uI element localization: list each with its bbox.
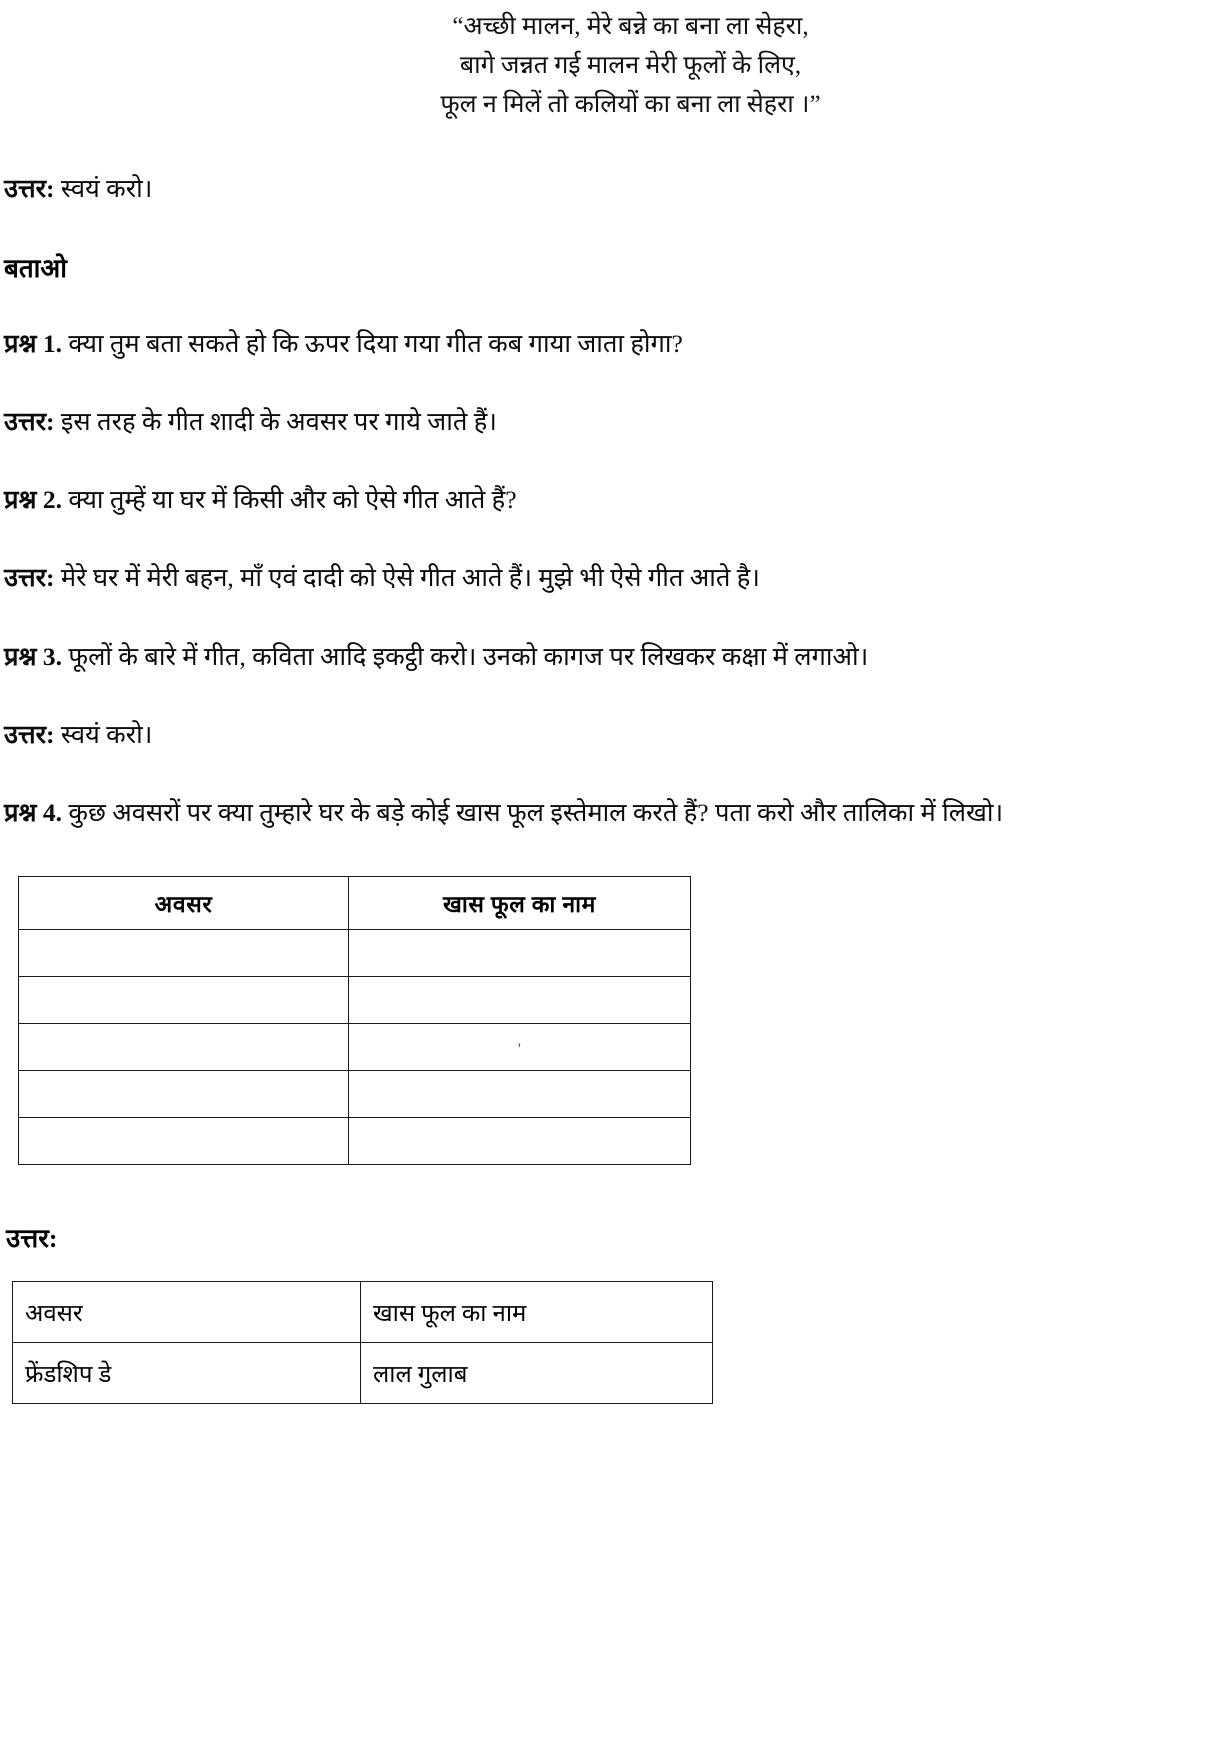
table-row [19, 930, 691, 977]
question-3-text: फूलों के बारे में गीत, कविता आदि इकट्ठी करो। उनको कागज पर लिखकर कक्षा में लगाओ। [62, 641, 869, 671]
table-row [19, 1024, 691, 1071]
answer-1-text: इस तरह के गीत शादी के अवसर पर गाये जाते हैं। [54, 406, 497, 436]
blank-worksheet-table-wrap [18, 876, 1221, 1165]
question-2-label: प्रश्न 2. [4, 485, 63, 514]
answer-4-label: उत्तर: [6, 1224, 58, 1254]
table-row [13, 1282, 713, 1343]
answer-3-text: स्वयं करो। [54, 719, 153, 749]
blank-cell-flower[interactable] [349, 1024, 691, 1071]
answer-table-cell-flower: लाल गुलाब [361, 1343, 713, 1404]
blank-cell-flower[interactable] [349, 1071, 691, 1118]
blank-table-header-occasion: अवसर [19, 877, 349, 930]
question-2 [4, 481, 1221, 519]
blank-table-header-flower: खास फूल का नाम [349, 877, 691, 930]
section-heading: बताओ [4, 253, 67, 283]
blank-cell-occasion[interactable] [19, 1071, 349, 1118]
question-4 [4, 794, 1221, 832]
table-row [19, 1118, 691, 1165]
blank-worksheet-table [18, 876, 691, 1165]
question-1-text: क्या तुम बता सकते हो कि ऊपर दिया गया गीत कब गाया जाता होगा? [62, 328, 683, 358]
stray-pencil-mark: ' [518, 1041, 521, 1059]
answer-3 [4, 716, 1221, 754]
blank-cell-occasion[interactable] [19, 930, 349, 977]
table-row [19, 1071, 691, 1118]
blank-cell-flower[interactable] [349, 977, 691, 1024]
verse-line-3: फूल न मिलें तो कलियों का बना ला सेहरा ।” [440, 90, 821, 118]
answer-top-label: उत्तर: [4, 174, 55, 204]
question-3-label: प्रश्न 3. [4, 641, 63, 671]
verse-line-1: “अच्छी मालन, मेरे बन्ने का बना ला सेहरा, [452, 13, 809, 40]
table-row [13, 1343, 713, 1404]
question-4-text: कुछ अवसरों पर क्या तुम्हारे घर के बड़े कोई खास फूल इस्तेमाल करते हैं? पता करो और तालिका में लिखो। [62, 798, 1004, 827]
answer-1-label: उत्तर: [4, 406, 55, 436]
question-3 [4, 638, 1221, 676]
answer-table-cell-occasion: फ्रेंडशिप डे [13, 1343, 361, 1404]
answer-table-wrap [12, 1281, 1221, 1404]
answer-3-label: उत्तर: [4, 719, 55, 749]
answer-1 [4, 403, 1221, 441]
answer-2-label: उत्तर: [4, 563, 55, 593]
verse-line-2: बागे जन्नत गई मालन मेरी फूलों के लिए, [459, 51, 802, 79]
answer-2 [4, 559, 1221, 597]
answer-table-header-flower: खास फूल का नाम [361, 1282, 713, 1343]
blank-cell-occasion[interactable] [19, 1118, 349, 1165]
question-4-label: प्रश्न 4. [4, 798, 63, 827]
verse-block [30, 0, 1231, 124]
answer-table [12, 1281, 713, 1404]
answer-table-header-occasion: अवसर [13, 1282, 361, 1343]
answer-top-text: स्वयं करो। [54, 174, 153, 204]
question-2-text: क्या तुम्हें या घर में किसी और को ऐसे गीत आते हैं? [62, 485, 517, 514]
blank-cell-flower[interactable] [349, 1118, 691, 1165]
question-1-label: प्रश्न 1. [4, 328, 63, 358]
question-1 [4, 325, 1221, 363]
answer-top [4, 170, 1221, 208]
document-content [0, 124, 1231, 1404]
answer-2-text: मेरे घर में मेरी बहन, माँ एवं दादी को ऐसे गीत आते हैं। मुझे भी ऐसे गीत आते है। [54, 563, 760, 593]
blank-cell-occasion[interactable] [19, 1024, 349, 1071]
blank-cell-flower[interactable] [349, 930, 691, 977]
blank-cell-occasion[interactable] [19, 977, 349, 1024]
table-row [19, 977, 691, 1024]
table-header-row [19, 877, 691, 930]
